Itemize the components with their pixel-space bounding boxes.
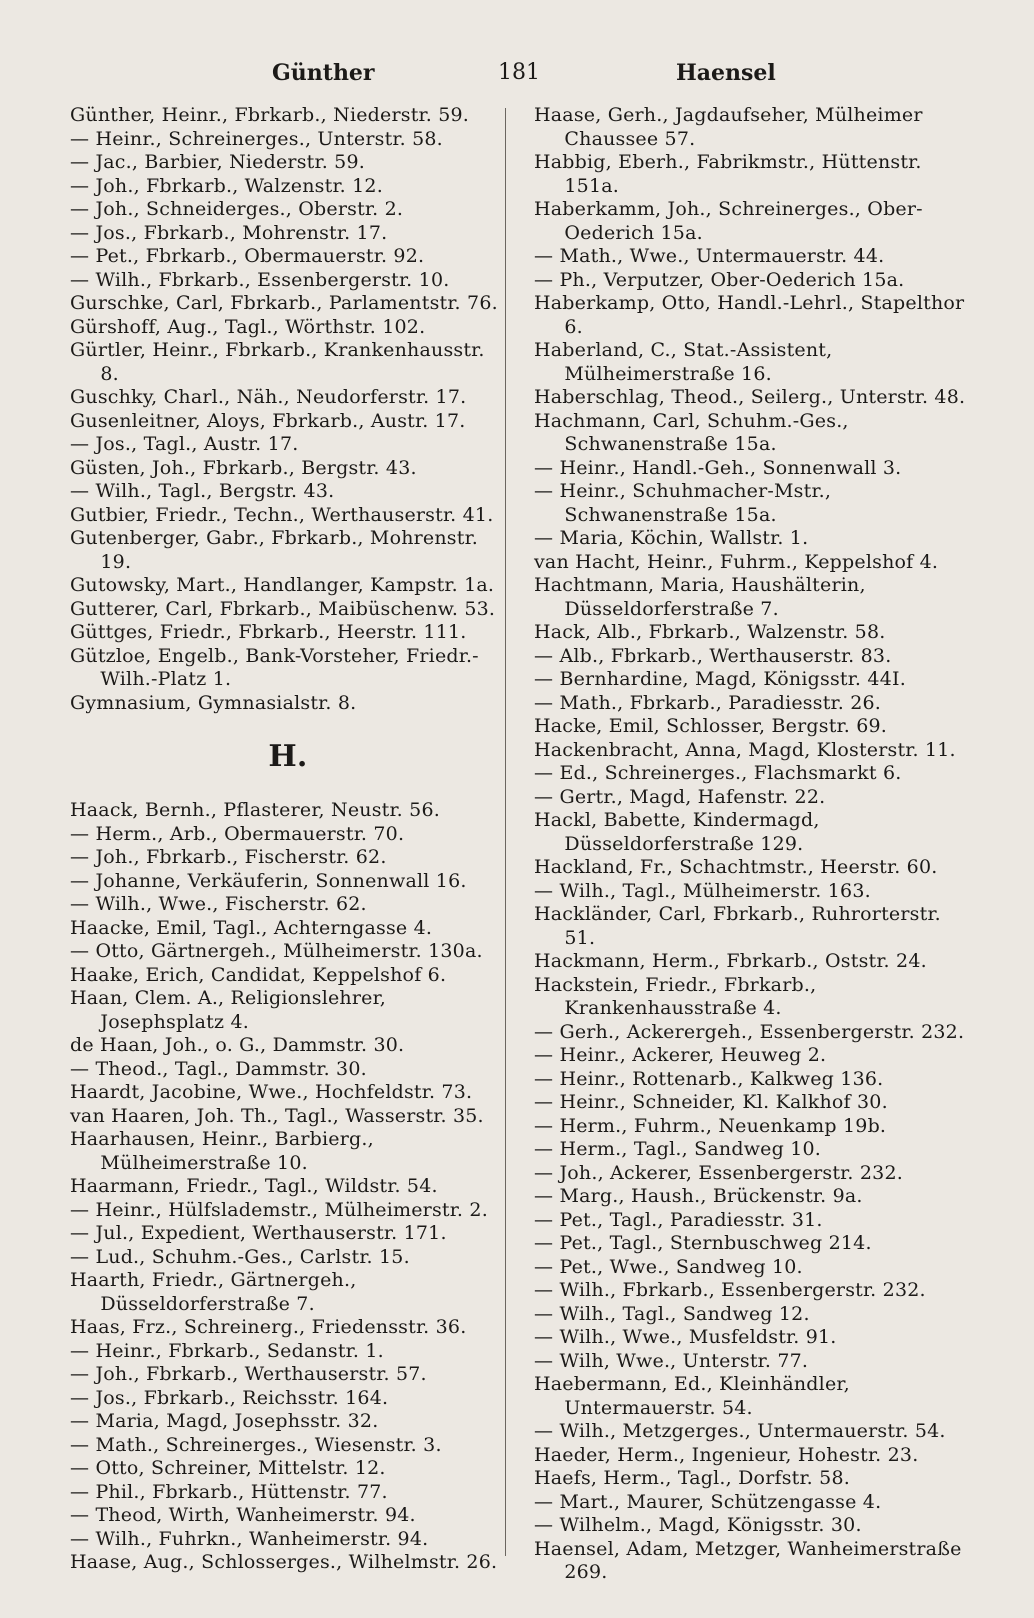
directory-entry: Hackland, Fr., Schachtmstr., Heerstr. 60. — [534, 856, 938, 878]
directory-entry: Haarhausen, Heinr., Barbierg., Mülheimerstraße 10. — [70, 1128, 374, 1174]
directory-entry: — Marg., Haush., Brückenstr. 9a. — [534, 1185, 863, 1207]
directory-entry: — Johanne, Verkäuferin, Sonnenwall 16. — [70, 869, 467, 892]
directory-entry: Hack, Alb., Fbrkarb., Walzenstr. 58. — [534, 621, 886, 643]
directory-entry: Gutenberger, Gabr., Fbrkarb., Mohrenstr. 19. — [70, 527, 479, 573]
left-column-top-entries — [70, 104, 506, 715]
directory-entry: — Heinr., Schuhmacher-Mstr., Schwanenstraße 15a. — [534, 480, 832, 526]
directory-entry: — Otto, Schreiner, Mittelstr. 12. — [70, 1457, 386, 1479]
directory-entry: — Alb., Fbrkarb., Werthauserstr. 83. — [534, 644, 892, 667]
directory-entry: Haacke, Emil, Tagl., Achterngasse 4. — [70, 916, 433, 939]
directory-entry: — Wilh., Metzgerges., Untermauerstr. 54. — [534, 1420, 946, 1442]
directory-entry: — Heinr., Hülfslademstr., Mülheimerstr. 2. — [70, 1198, 488, 1221]
directory-entry: — Joh., Fbrkarb., Werthauserstr. 57. — [70, 1363, 427, 1385]
directory-entry: — Theod., Tagl., Dammstr. 30. — [70, 1057, 367, 1080]
directory-entry: Günther, Heinr., Fbrkarb., Niederstr. 59. — [70, 104, 470, 126]
directory-entry: — Bernhardine, Magd, Königsstr. 44I. — [534, 668, 906, 690]
directory-entry: — Jul., Expedient, Werthauserstr. 171. — [70, 1222, 447, 1244]
directory-entry: Haberkamp, Otto, Handl.-Lehrl., Stapelthor 6. — [534, 292, 965, 338]
directory-entry: — Wilh., Tagl., Sandweg 12. — [534, 1302, 810, 1325]
directory-entry: de Haan, Joh., o. G., Dammstr. 30. — [70, 1034, 405, 1056]
directory-entry: Gusenleitner, Aloys, Fbrkarb., Austr. 17. — [70, 409, 466, 432]
directory-entry: — Maria, Magd, Josephsstr. 32. — [70, 1410, 379, 1432]
directory-entry: — Ed., Schreinerges., Flachsmarkt 6. — [534, 762, 902, 784]
directory-entry: Gürshoff, Aug., Tagl., Wörthstr. 102. — [70, 315, 426, 338]
directory-entry: Hackenbracht, Anna, Magd, Klosterstr. 11. — [534, 738, 956, 761]
directory-entry: — Gerh., Ackerergeh., Essenbergerstr. 232. — [534, 1020, 965, 1043]
directory-entry: — Herm., Fuhrm., Neuenkamp 19b. — [534, 1114, 887, 1137]
directory-entry: Haebermann, Ed., Kleinhändler, Untermauerstr. 54. — [534, 1373, 850, 1419]
directory-entry: — Pet., Tagl., Paradiesstr. 31. — [534, 1208, 823, 1231]
running-header — [66, 52, 966, 92]
directory-entry: — Otto, Gärtnergeh., Mülheimerstr. 130a. — [70, 940, 483, 962]
directory-entry: — Pet., Fbrkarb., Obermauerstr. 92. — [70, 245, 425, 267]
directory-entry: — Joh., Fbrkarb., Fischerstr. 62. — [70, 846, 387, 868]
directory-entry: Haase, Gerh., Jagdaufseher, Mülheimer Chaussee 57. — [534, 104, 923, 150]
directory-entry: Haberkamm, Joh., Schreinerges., Ober-Oederich 15a. — [534, 198, 923, 244]
directory-entry: — Gertr., Magd, Hafenstr. 22. — [534, 785, 826, 808]
directory-entry: Gützloe, Engelb., Bank-Vorsteher, Friedr.-Wilh.-Platz 1. — [70, 644, 479, 690]
directory-entry: Hachtmann, Maria, Haushälterin, Düsseldorferstraße 7. — [534, 574, 866, 620]
directory-entry: Haase, Aug., Schlosserges., Wilhelmstr. 26. — [70, 1551, 498, 1573]
directory-entry: Gutowsky, Mart., Handlanger, Kampstr. 1a. — [70, 574, 495, 596]
directory-entry: — Wilh., Wwe., Musfeldstr. 91. — [534, 1326, 837, 1348]
directory-entry: — Heinr., Fbrkarb., Sedanstr. 1. — [70, 1339, 384, 1362]
directory-entry: van Hacht, Heinr., Fuhrm., Keppelshof 4. — [534, 550, 939, 573]
directory-entry: — Joh., Schneiderges., Oberstr. 2. — [70, 198, 404, 220]
directory-entry: Haberschlag, Theod., Seilerg., Unterstr. 48. — [534, 386, 966, 408]
directory-entry: Hackmann, Herm., Fbrkarb., Oststr. 24. — [534, 950, 927, 972]
directory-entry: Hachmann, Carl, Schuhm.-Ges., Schwanenstraße 15a. — [534, 409, 849, 455]
directory-entry: — Wilhelm., Magd, Königsstr. 30. — [534, 1514, 862, 1536]
directory-entry: Haarth, Friedr., Gärtnergeh., Düsseldorferstraße 7. — [70, 1269, 357, 1315]
directory-entry: — Wilh., Fbrkarb., Essenbergerstr. 232. — [534, 1279, 926, 1301]
directory-entry: — Phil., Fbrkarb., Hüttenstr. 77. — [70, 1480, 388, 1503]
directory-entry: Gurschke, Carl, Fbrkarb., Parlamentstr. 76. — [70, 292, 498, 314]
directory-entry: Güsten, Joh., Fbrkarb., Bergstr. 43. — [70, 456, 417, 479]
directory-entry: — Ph., Verputzer, Ober-Oederich 15a. — [534, 268, 905, 291]
directory-entry: — Jos., Fbrkarb., Reichsstr. 164. — [70, 1386, 389, 1409]
header-right-name: Haensel — [676, 60, 776, 86]
right-column — [534, 104, 966, 1585]
directory-entry: Gürtler, Heinr., Fbrkarb., Krankenhausstr. 8. — [70, 339, 485, 385]
directory-entry: — Wilh., Fuhrkn., Wanheimerstr. 94. — [70, 1527, 429, 1550]
directory-entry: Hackstein, Friedr., Fbrkarb., Krankenhausstraße 4. — [534, 973, 817, 1019]
directory-entry: — Maria, Köchin, Wallstr. 1. — [534, 527, 809, 549]
directory-entry: Haberland, C., Stat.-Assistent, Mülheimerstraße 16. — [534, 339, 833, 385]
page-number: 181 — [498, 60, 540, 85]
directory-entry: — Pet., Wwe., Sandweg 10. — [534, 1255, 803, 1278]
directory-entry: — Heinr., Schreinerges., Unterstr. 58. — [70, 127, 443, 150]
directory-entry: — Wilh., Tagl., Bergstr. 43. — [70, 480, 335, 502]
left-column — [70, 104, 506, 1575]
directory-entry: — Herm., Tagl., Sandweg 10. — [534, 1138, 822, 1160]
directory-entry: — Jos., Fbrkarb., Mohrenstr. 17. — [70, 221, 388, 244]
directory-entry: Habbig, Eberh., Fabrikmstr., Hüttenstr. 151a. — [534, 151, 922, 197]
directory-entry: — Joh., Ackerer, Essenbergerstr. 232. — [534, 1161, 903, 1184]
directory-entry: Haake, Erich, Candidat, Keppelshof 6. — [70, 963, 447, 986]
left-column-bottom-entries — [70, 799, 506, 1575]
directory-entry: Hackländer, Carl, Fbrkarb., Ruhrorterstr. 51. — [534, 903, 941, 949]
directory-entry: Hackl, Babette, Kindermagd, Düsseldorferstraße 129. — [534, 809, 820, 855]
directory-entry: Hacke, Emil, Schlosser, Bergstr. 69. — [534, 715, 888, 737]
section-letter: H. — [268, 739, 308, 774]
directory-entry: Haensel, Adam, Metzger, Wanheimerstraße 269. — [534, 1537, 962, 1583]
directory-entry: — Math., Schreinerges., Wiesenstr. 3. — [70, 1433, 442, 1456]
directory-entry: Gutterer, Carl, Fbrkarb., Maibüschenw. 53. — [70, 597, 496, 620]
directory-entry: — Math., Fbrkarb., Paradiesstr. 26. — [534, 691, 882, 714]
directory-entry: Haack, Bernh., Pflasterer, Neustr. 56. — [70, 799, 440, 821]
directory-entry: — Lud., Schuhm.-Ges., Carlstr. 15. — [70, 1245, 410, 1268]
directory-entry: — Mart., Maurer, Schützengasse 4. — [534, 1490, 882, 1513]
directory-entry: — Heinr., Rottenarb., Kalkweg 136. — [534, 1067, 884, 1090]
directory-entry: Haardt, Jacobine, Wwe., Hochfeldstr. 73. — [70, 1081, 473, 1103]
directory-entry: Güttges, Friedr., Fbrkarb., Heerstr. 111. — [70, 621, 467, 643]
directory-entry: van Haaren, Joh. Th., Tagl., Wasserstr. 35. — [70, 1104, 484, 1127]
directory-entry: — Heinr., Ackerer, Heuweg 2. — [534, 1044, 827, 1066]
directory-entry: — Wilh., Tagl., Mülheimerstr. 163. — [534, 879, 871, 902]
directory-entry: — Pet., Tagl., Sternbuschweg 214. — [534, 1232, 872, 1254]
directory-entry: — Joh., Fbrkarb., Walzenstr. 12. — [70, 174, 383, 197]
directory-entry: Haarmann, Friedr., Tagl., Wildstr. 54. — [70, 1175, 438, 1197]
directory-entry: Guschky, Charl., Näh., Neudorferstr. 17. — [70, 386, 467, 408]
directory-entry: — Math., Wwe., Untermauerstr. 44. — [534, 245, 885, 267]
directory-entry: — Heinr., Schneider, Kl. Kalkhof 30. — [534, 1091, 888, 1113]
directory-entry: Gutbier, Friedr., Techn., Werthauserstr. 41. — [70, 503, 494, 526]
directory-entry: Gymnasium, Gymnasialstr. 8. — [70, 691, 357, 714]
directory-entry: — Wilh., Wwe., Fischerstr. 62. — [70, 893, 367, 915]
directory-entry: Haefs, Herm., Tagl., Dorfstr. 58. — [534, 1467, 850, 1489]
right-column-entries — [534, 104, 966, 1585]
directory-entry: Haan, Clem. A., Religionslehrer, Josephsplatz 4. — [70, 987, 387, 1033]
directory-entry: — Jac., Barbier, Niederstr. 59. — [70, 151, 365, 173]
directory-entry: Haas, Frz., Schreinerg., Friedensstr. 36. — [70, 1316, 467, 1338]
directory-entry: — Heinr., Handl.-Geh., Sonnenwall 3. — [534, 456, 902, 479]
directory-entry: — Herm., Arb., Obermauerstr. 70. — [70, 822, 405, 845]
directory-entry: Haeder, Herm., Ingenieur, Hohestr. 23. — [534, 1443, 919, 1466]
directory-entry: — Jos., Tagl., Austr. 17. — [70, 433, 299, 455]
directory-entry: — Theod, Wirth, Wanheimerstr. 94. — [70, 1504, 416, 1526]
directory-entry: — Wilh, Wwe., Unterstr. 77. — [534, 1349, 809, 1372]
header-left-name: Günther — [272, 60, 375, 86]
directory-entry: — Wilh., Fbrkarb., Essenbergerstr. 10. — [70, 268, 450, 291]
